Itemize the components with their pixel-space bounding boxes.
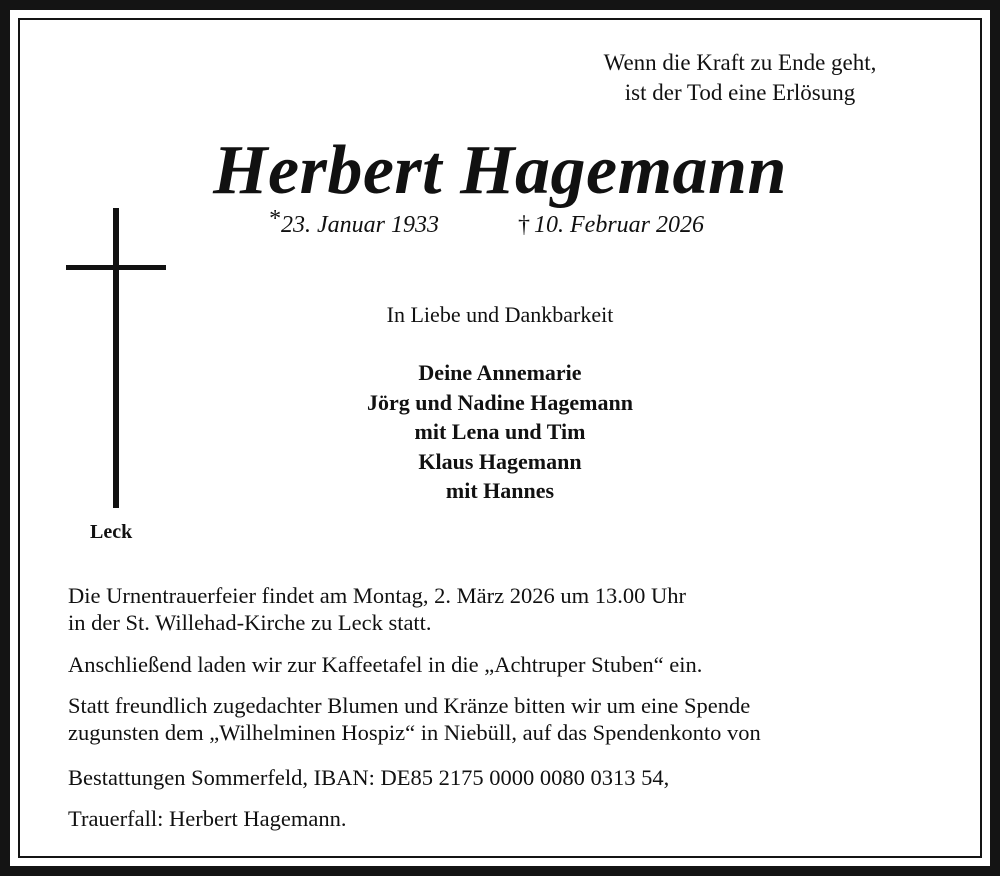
ceremony-paragraph [68, 582, 686, 636]
birth-date-line [268, 206, 439, 239]
family-member: Klaus Hagemann [418, 448, 582, 474]
motto-line-2: ist der Tod eine Erlösung [624, 80, 856, 105]
family-member: mit Hannes [445, 478, 555, 503]
family-list [250, 358, 750, 506]
family-member: mit Lena und Tim [414, 419, 586, 444]
family-member: Deine Annemarie [418, 360, 582, 385]
death-date: 10. Februar 2026 [534, 212, 704, 238]
family-member: Jörg und Nadine Hagemann [367, 389, 633, 415]
dedication-line: In Liebe und Dankbarkeit [386, 302, 614, 327]
birth-date: 23. Januar 1933 [281, 212, 439, 238]
motto-quote [520, 48, 960, 108]
coffee-paragraph: Anschließend laden wir zur Kaffeetafel in die „Achtruper Stuben“ ein. [68, 652, 703, 677]
reference-line: Trauerfall: Herbert Hagemann. [68, 806, 347, 831]
cross-horizontal-bar [66, 265, 166, 270]
death-date-line [518, 212, 704, 239]
ceremony-line-2: in der St. Willehad-Kirche zu Leck statt. [68, 610, 432, 635]
motto-line-1: Wenn die Kraft zu Ende geht, [603, 50, 877, 75]
donation-paragraph [68, 692, 761, 746]
deceased-name: Herbert Hagemann [213, 132, 787, 209]
donation-line-2: zugunsten dem „Wilhelminen Hospiz“ in Niebüll, auf das Spendenkonto von [68, 720, 761, 745]
donation-line-1: Statt freundlich zugedachter Blumen und Kränze bitten wir um eine Spende [68, 693, 751, 718]
cross-vertical-bar [113, 208, 119, 508]
ceremony-line-1: Die Urnentrauerfeier findet am Montag, 2. März 2026 um 13.00 Uhr [68, 583, 686, 608]
death-cross-icon: † [518, 212, 530, 238]
account-line: Bestattungen Sommerfeld, IBAN: DE85 2175 0000 0080 0313 54, [68, 765, 670, 790]
birth-star-icon: * [268, 206, 280, 232]
place-name: Leck [90, 521, 133, 543]
